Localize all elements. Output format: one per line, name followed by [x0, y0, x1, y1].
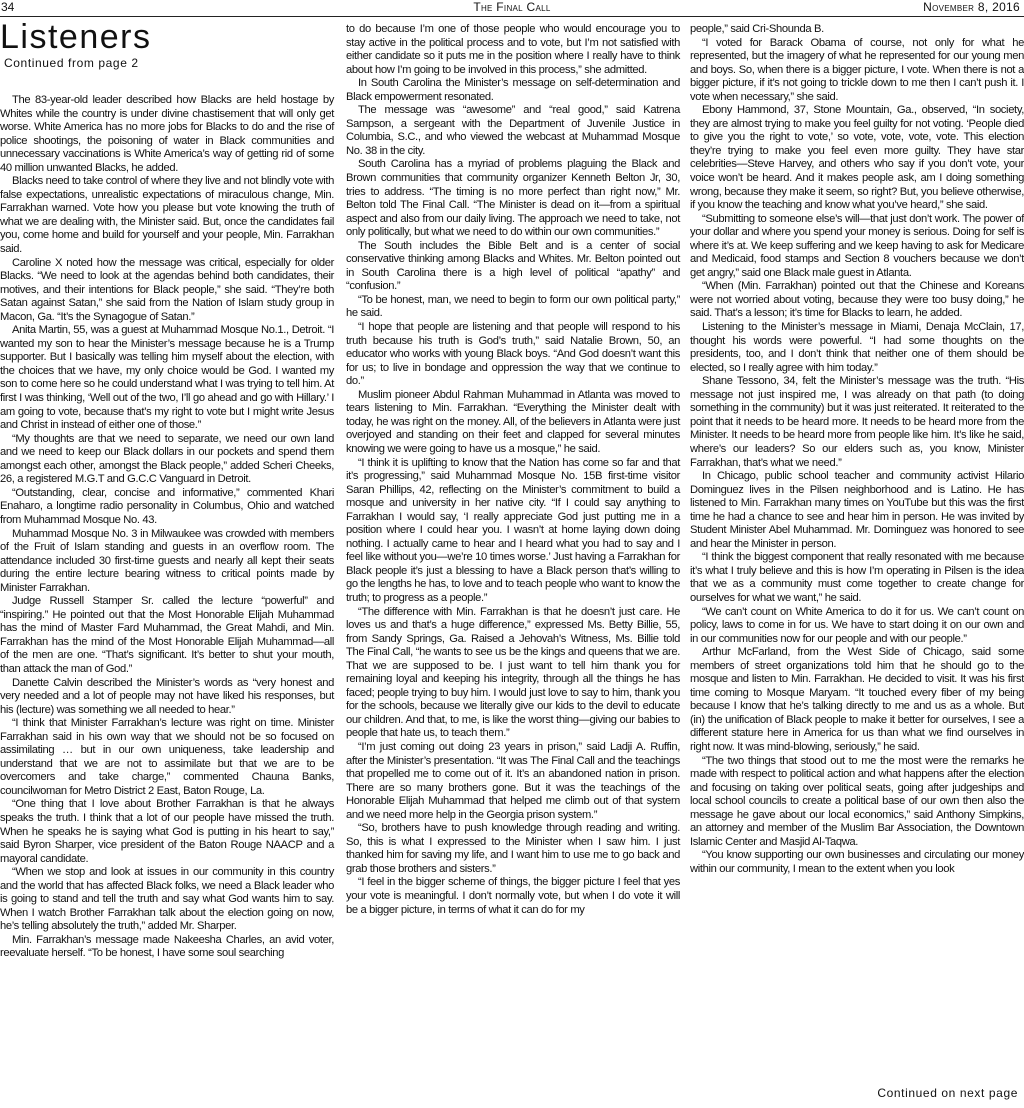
paragraph: “I’m just coming out doing 23 years in prison,” said Ladji A. Ruffin, after the Minister’s presentation. “It was The Final Call and the teachings that propelled me to come out of it. It’s an abandoned nation in prison. There are so many brothers gone. But it was the teachings of the Honorable Elijah Muhammad that helped me climb out of that system and we need more help in the Georgia prison system.”: [346, 740, 680, 821]
column-2-body: [346, 23, 680, 917]
paragraph: The 83-year-old leader described how Blacks are held hostage by Whites while the country is under divine chastisement that will only get worse. White America has no more jobs for Blacks to do and the rise of police shootings, the poisoning of water in Black communities and unnecessary vaccinations is White America’s way of getting rid of some 40 million unwanted Blacks, he added.: [0, 94, 334, 174]
page-header: [0, 0, 1024, 17]
article-column-3: [690, 23, 1024, 876]
paragraph: “I think the biggest component that really resonated with me because it’s what I truly believe and this is how I’m operating in Pilsen is the idea that we as a community must come together to create change for ourselves for what we want,” he said.: [690, 551, 1024, 604]
paragraph: Arthur McFarland, from the West Side of Chicago, said some members of street organizations told him that he should go to the mosque and listen to Min. Farrakhan. He decided to visit. It was his first time coming to Mosque Maryam. “It touched every fiber of my being because I know that he’s talking directly to me and us as a whole. But (in) the unification of Black people to make it better for ourselves, I see a different stature here in America for us than what we find ourselves in right now. It was mind-blowing, seriously,” he said.: [690, 646, 1024, 753]
article-column-2: [346, 23, 680, 917]
paragraph: The South includes the Bible Belt and is a center of social conservative thinking among Blacks and Whites. Mr. Belton pointed out in South Carolina there is a high level of political “apathy” and “confusion.”: [346, 239, 680, 293]
paragraph: In Chicago, public school teacher and community activist Hilario Dominguez lives in the Pilsen neighborhood and is Latino. He has listened to Min. Farrakhan many times on YouTube but this was the first time he had a chance to see and hear him in person. He was invited by Student Minister Abel Muhammad. Mr. Dominguez was honored to see and hear the Minister in person.: [690, 470, 1024, 550]
paragraph: “One thing that I love about Brother Farrakhan is that he always speaks the truth. I think that a lot of our people have missed the truth. When he speaks he is saying what God is putting in his heart to say,” said Byron Sharper, vice president of the Baton Rouge NAACP and a mayoral candidate.: [0, 798, 334, 865]
paragraph: Shane Tessono, 34, felt the Minister’s message was the truth. “His message not just inspired me, I was already on that path (to doing something in the community) but it was just reiterated. It reiterated to the point that it needs to be heard more. It needs to be heard more from the Minister. It needs to be heard more from people like him. It’s like he said, where’s our leaders? So our elders such as, you know, Minister Farrakhan, that’s what we need.”: [690, 375, 1024, 469]
paragraph: In South Carolina the Minister’s message on self-determination and Black empowerment resonated.: [346, 77, 680, 103]
paragraph: Listening to the Minister’s message in Miami, Denaja McClain, 17, thought his words were powerful. “I had some thoughts on the presidents, too, and I don’t think that neither one of them should be elected, so I really agree with him today.”: [690, 321, 1024, 374]
paragraph: “I feel in the bigger scheme of things, the bigger picture I feel that yes your vote is meaningful. I don’t normally vote, but when I do vote it will be a bigger picture, in terms of what it can do for my: [346, 876, 680, 916]
paragraph: “You know supporting our own businesses and circulating our money within our community, I mean to the extent when you look: [690, 849, 1024, 875]
paragraph: “We can’t count on White America to do it for us. We can’t count on policy, laws to come in for us. We have to start doing it on our own and in our communities now for our people and with our people.”: [690, 605, 1024, 645]
paragraph: “The difference with Min. Farrakhan is that he doesn’t just care. He loves us and that’s a huge difference,” expressed Ms. Betty Billie, 55, from Sandy Springs, Ga. Raised a Jehovah’s Witness, Ms. Billie told The Final Call, “he wants to see us be the kings and queens that we are. That we are supposed to be. I just want to tell him thank you for remaining loyal and keeping his integrity, through all the things he has faced; people trying to buy him. I would just love to say to him, thank you for the schools, because we literally give our kids to the devil to educate our children. And that, to me, is like the worst thing—giving our babies to people that hate us, to teach them.”: [346, 605, 680, 740]
paragraph: “I hope that people are listening and that people will respond to his truth because his truth is God’s truth,” said Natalie Brown, 50, an educator who works with young Black boys. “And God doesn’t want this for us; to live in bondage and oppression the way that we continue to do.”: [346, 321, 680, 388]
paragraph: Min. Farrakhan’s message made Nakeesha Charles, an avid voter, reevaluate herself. “To be honest, I have some soul searching: [0, 933, 334, 960]
paragraph: “When (Min. Farrakhan) pointed out that the Chinese and Koreans were not worried about voting, because they were too busy doing,” he said. That’s a lesson; it’s time for Blacks to learn, he added.: [690, 280, 1024, 320]
paragraph: “So, brothers have to push knowledge through reading and writing. So, this is what I expressed to the Minister when I saw him. I just thanked him for saving my life, and I want him to use me to go back and grab those brothers and sisters.”: [346, 822, 680, 875]
publication-name: The Final Call: [473, 0, 551, 14]
headline: Listeners: [0, 18, 152, 56]
paragraph: Caroline X noted how the message was critical, especially for older Blacks. “We need to look at the agendas behind both candidates, their motives, and their intentions for Black people,” she said. “They’re both Satan against Satan,” she said from the Nation of Islam study group in Macon, Ga. “It’s the Synagogue of Satan.”: [0, 256, 334, 323]
page-number: 34: [1, 0, 15, 14]
paragraph: South Carolina has a myriad of problems plaguing the Black and Brown communities that community organizer Kenneth Belton Jr, 30, tries to address. “The timing is no more perfect than right now,” Mr. Belton told The Final Call. “The Minister is dead on it—from a spiritual aspect and also from our daily living. The approach we need to take, not only politically, but what we need to do within our own communities.”: [346, 158, 680, 239]
continued-from-label: Continued from page 2: [4, 56, 139, 70]
paragraph: “My thoughts are that we need to separate, we need our own land and we need to keep our Black dollars in our pockets and spend them amongst each other, amongst the Black people,” added Scheri Cheeks, 26, a registered M.G.T and G.C.C Vanguard in Detroit.: [0, 432, 334, 486]
paragraph: “I think that Minister Farrakhan’s lecture was right on time. Minister Farrakhan said in his own way that we should not be so focused on assimilating … but in our own uniqueness, take leadership and understand that we are not to assimilate but that we are to be overcomers and take charge,” commented Chauna Banks, councilwoman for Metro District 2 East, Baton Rouge, La.: [0, 717, 334, 797]
continued-on-label: Continued on next page: [877, 1086, 1018, 1100]
paragraph: “Submitting to someone else’s will—that just don’t work. The power of your dollar and where you spend your money is serious. Doing for self is where it’s at. We keep suffering and we keep having to ask for Medicare and Medicaid, food stamps and Section 8 vouchers because we don’t get angry,” said one Black male guest in Atlanta.: [690, 212, 1024, 279]
header-rule: [0, 16, 1024, 17]
paragraph: Anita Martin, 55, was a guest at Muhammad Mosque No.1., Detroit. “I wanted my son to hear the Minister’s message because he is a Trump supporter. But I basically was telling him myself about the election, with the choices that we have, my only choice would be God. I wanted my son to come here so he could understand what I was trying to tell him. At first I was thinking, ‘Well out of the two, I’ll go ahead and go with Hillary.’ I am going to vote, because that’s my right to vote but I might write Jesus and Christ in instead of either one of those.”: [0, 324, 334, 432]
issue-date: November 8, 2016: [923, 0, 1020, 14]
paragraph: “I think it is uplifting to know that the Nation has come so far and that it’s progressing,” said Muhammad Mosque No. 15B first-time visitor Saran Phillips, 42, reflecting on the Minister’s commitment to build a mosque and university in her native city. “If I could say anything to Farrakhan I would say, ‘I really appreciate God just putting me in a position where I could hear you. I wasn’t at home laying down doing nothing. I actually came to hear and I heard what you had to say and I feel like without you—we’re 10 times worse.’ Just having a Farrakhan for Black people it’s just a blessing to have a Black person that’s willing to go the lengths he has, to love and to teach people who want to know the truth; to progress as a people.”: [346, 456, 680, 604]
paragraph: “The two things that stood out to me the most were the remarks he made with respect to political action and what happens after the election and focusing on taking over political seats, going after judgeships and local school councils to create a political base of our own then also the message he gave about our local economics,” said Anthony Simpkins, an attorney and member of the Muslim Bar Association, the Downtown Islamic Center and Masjid Al-Taqwa.: [690, 754, 1024, 848]
paragraph: people,” said Cri-Shounda B.: [690, 23, 824, 35]
paragraph: Muslim pioneer Abdul Rahman Muhammad in Atlanta was moved to tears listening to Min. Farrakhan. “Everything the Minister dealt with today, he was right on the money. All, of the believers in Atlanta were just overjoyed and standing on their feet and clapped for several minutes knowing we were going to have us a mosque,” he said.: [346, 388, 680, 455]
paragraph: Judge Russell Stamper Sr. called the lecture “powerful” and “inspiring.” He pointed out that the Most Honorable Elijah Muhammad has the mind of Master Fard Muhammad, the Great Mahdi, and Min. Farrakhan has the mind of the Most Honorable Elijah Muhammad—all of the men are one. “That’s significant. It’s better to shut your mouth, than attack the man of God.”: [0, 595, 334, 675]
paragraph: Danette Calvin described the Minister’s words as “very honest and very needed and a lot of people may not have liked his responses, but his (lecture) was something we all needed to hear.”: [0, 676, 334, 716]
paragraph: The message was “awesome” and “real good,” said Katrena Sampson, a sergeant with the Department of Juvenile Justice in Columbia, S.C., and who viewed the webcast at Muhammad Mosque No. 38 in the city.: [346, 104, 680, 157]
column-3-body: [690, 23, 1024, 876]
paragraph: “Outstanding, clear, concise and informative,” commented Khari Enaharo, a longtime radio personality in Columbus, Ohio and watched from Muhammad Mosque No. 43.: [0, 486, 334, 526]
paragraph: Blacks need to take control of where they live and not blindly vote with false expectations, unrealistic expectations of miraculous change, Min. Farrakhan warned. Vote how you please but vote knowing the truth of what we are dealing with, the Minister said. But, once the candidates fail you, come home and build for yourself and your people, Min. Farrakhan said.: [0, 175, 334, 256]
column-1-body: [0, 94, 334, 961]
paragraph: Ebony Hammond, 37, Stone Mountain, Ga., observed, “In society, they are almost trying to make you feel guilty for not voting. ‘People died to give you the right to vote,’ so vote, vote, vote, vote. This election they’re trying to make you feel even more guilty. They have star celebrities—Steve Harvey, and others who say if you don’t vote, your voice won’t be heard. And it makes people ask, am I doing something wrong, because they make it seem, so right? But, you believe otherwise, if you know the teaching and know what you’ve heard,” she said.: [690, 104, 1024, 212]
article-column-1: [0, 20, 334, 961]
paragraph: to do because I’m one of those people who would encourage you to stay active in the political process and to vote, but I’m not satisfied with either candidate so it puts me in the position where I really have to think about how I’m going to be involved in this process,” she admitted.: [346, 23, 680, 76]
paragraph: “I voted for Barack Obama of course, not only for what he represented, but the imagery of what he represented for our young men and boys. So, when there is a bigger picture, I vote. When there is not a bigger picture, if it’s not going to trickle down to me then I can’t push it. I vote when necessary,” she said.: [690, 36, 1024, 103]
paragraph: Muhammad Mosque No. 3 in Milwaukee was crowded with members of the Fruit of Islam standing and guests in an overflow room. The attendance included 30 first-time guests and nearly all kept their seats during the entire lecture bearing witness to critical points made by Minister Farrakhan.: [0, 527, 334, 594]
paragraph: “When we stop and look at issues in our community in this country and the world that has affected Black folks, we need a Black leader who is going to stand and tell the truth and say what God wants him to say. When I watch Brother Farrakhan talk about the election going on now, he’s telling absolutely the truth,” added Mr. Sharper.: [0, 866, 334, 933]
paragraph: “To be honest, man, we need to begin to form our own political party,” he said.: [346, 293, 680, 320]
